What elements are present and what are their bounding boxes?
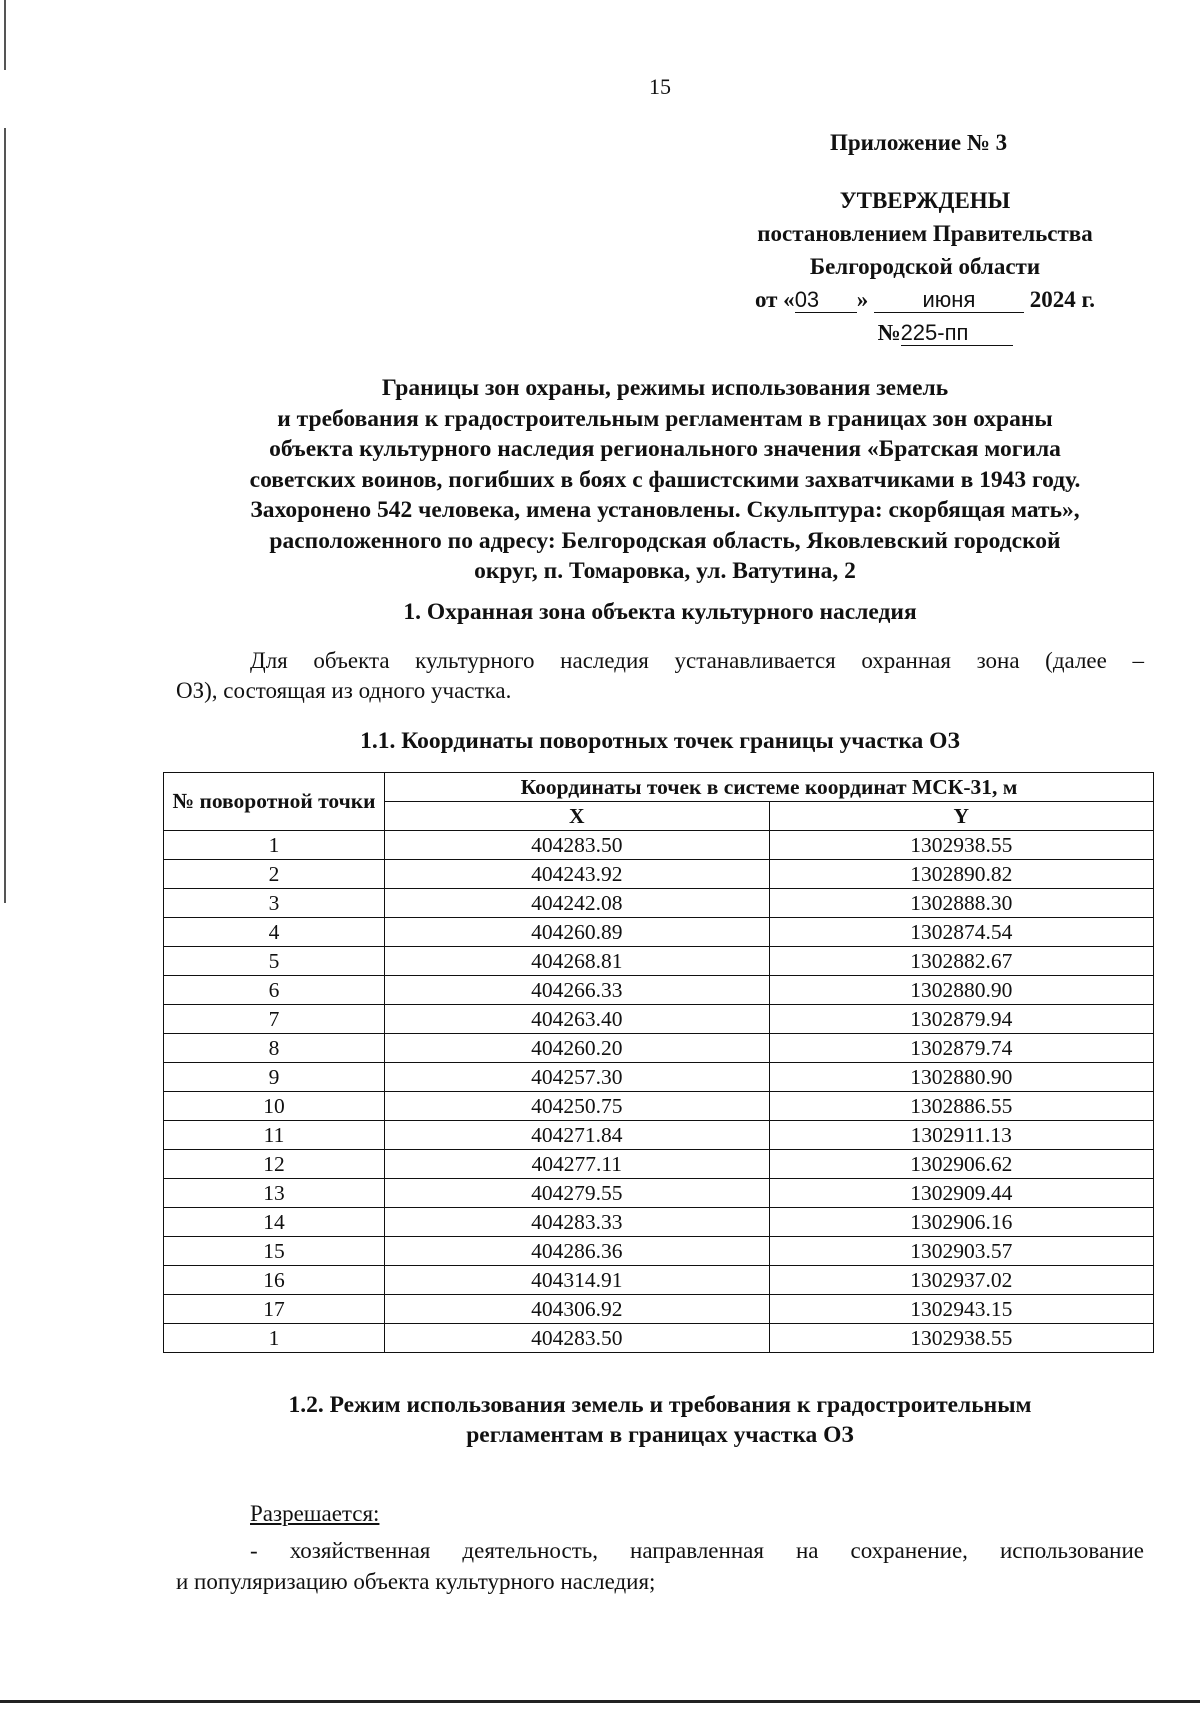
x-header: X	[385, 802, 770, 831]
x-coordinate-cell: 404271.84	[385, 1121, 770, 1150]
point-number-cell: 13	[164, 1179, 385, 1208]
table-row	[164, 1237, 1154, 1266]
table-row	[164, 1092, 1154, 1121]
x-coordinate-cell: 404242.08	[385, 889, 770, 918]
point-number-cell: 12	[164, 1150, 385, 1179]
x-coordinate-cell: 404314.91	[385, 1266, 770, 1295]
point-number-cell: 16	[164, 1266, 385, 1295]
point-number-cell: 15	[164, 1237, 385, 1266]
table-row	[164, 1208, 1154, 1237]
y-coordinate-cell: 1302880.90	[769, 976, 1154, 1005]
heading-line: 1.2. Режим использования земель и требования к градостроительным	[288, 1392, 1032, 1418]
point-number-cell: 3	[164, 889, 385, 918]
y-coordinate-cell: 1302911.13	[769, 1121, 1154, 1150]
date-separator: »	[856, 287, 869, 312]
x-coordinate-cell: 404283.50	[385, 831, 770, 860]
y-coordinate-cell: 1302909.44	[769, 1179, 1154, 1208]
point-number-cell: 14	[164, 1208, 385, 1237]
allowed-item-line: и популяризацию объекта культурного наследия;	[176, 1569, 656, 1594]
point-number-cell: 17	[164, 1295, 385, 1324]
table-row	[164, 947, 1154, 976]
allowed-item	[176, 1535, 1144, 1597]
point-number-cell: 4	[164, 918, 385, 947]
title-line: Захоронено 542 человека, имена установлены. Скульптура: скорбящая мать»,	[250, 497, 1080, 523]
coordinates-table-body	[164, 831, 1154, 1353]
y-coordinate-cell: 1302874.54	[769, 918, 1154, 947]
x-coordinate-cell: 404263.40	[385, 1005, 770, 1034]
page-number: 15	[649, 74, 671, 99]
point-number-cell: 10	[164, 1092, 385, 1121]
scan-bottom-line	[0, 1700, 1200, 1703]
table-row	[164, 1034, 1154, 1063]
approval-stamp-text	[700, 184, 1150, 349]
y-coordinate-cell: 1302880.90	[769, 1063, 1154, 1092]
date-year: 2024 г.	[1029, 287, 1096, 312]
x-coordinate-cell: 404286.36	[385, 1237, 770, 1266]
date-day: 03	[795, 288, 857, 313]
title-line: расположенного по адресу: Белгородская область, Яковлевский городской	[269, 527, 1061, 554]
x-coordinate-cell: 404243.92	[385, 860, 770, 889]
section-1-paragraph	[176, 646, 1144, 706]
table-row	[164, 889, 1154, 918]
date-month: июня	[874, 288, 1024, 313]
title-line: и требования к градостроительным регламентам в границах зон охраны	[277, 405, 1053, 432]
point-number-cell: 8	[164, 1034, 385, 1063]
scan-edge-line	[4, 0, 6, 70]
y-coordinate-cell: 1302890.82	[769, 860, 1154, 889]
x-coordinate-cell: 404277.11	[385, 1150, 770, 1179]
title-line: Границы зон охраны, режимы использования земель	[381, 375, 949, 401]
coordinates-header: Координаты точек в системе координат МСК-31, м	[385, 773, 1154, 802]
x-coordinate-cell: 404266.33	[385, 976, 770, 1005]
approved-heading: УТВЕРЖДЕНЫ	[839, 188, 1011, 213]
x-coordinate-cell: 404250.75	[385, 1092, 770, 1121]
point-number-cell: 9	[164, 1063, 385, 1092]
title-line: округ, п. Томаровка, ул. Ватутина, 2	[474, 558, 856, 584]
y-coordinate-cell: 1302888.30	[769, 889, 1154, 918]
section-1-1-heading: 1.1. Координаты поворотных точек границы участка ОЗ	[360, 728, 960, 754]
table-row	[164, 1150, 1154, 1179]
document-title	[170, 373, 1160, 587]
allowed-label: Разрешается:	[250, 1501, 380, 1526]
point-number-cell: 11	[164, 1121, 385, 1150]
x-coordinate-cell: 404283.50	[385, 1324, 770, 1353]
y-coordinate-cell: 1302903.57	[769, 1237, 1154, 1266]
approved-by-line-1: постановлением Правительства	[757, 221, 1093, 246]
number-prefix: №	[877, 320, 901, 345]
y-coordinate-cell: 1302886.55	[769, 1092, 1154, 1121]
y-coordinate-cell: 1302938.55	[769, 831, 1154, 860]
approval-number-line	[700, 316, 1150, 349]
point-number-cell: 2	[164, 860, 385, 889]
title-line: объекта культурного наследия регионального значения «Братская могила	[269, 436, 1061, 462]
x-coordinate-cell: 404268.81	[385, 947, 770, 976]
heading-line: регламентам в границах участка ОЗ	[466, 1422, 854, 1448]
x-coordinate-cell: 404257.30	[385, 1063, 770, 1092]
table-row	[164, 1266, 1154, 1295]
point-number-header: № поворотной точки	[164, 773, 385, 831]
approved-by-line-2: Белгородской области	[809, 254, 1041, 279]
y-coordinate-cell: 1302906.62	[769, 1150, 1154, 1179]
point-number-cell: 7	[164, 1005, 385, 1034]
appendix-label: Приложение № 3	[830, 130, 1008, 155]
paragraph-line: ОЗ), состоящая из одного участка.	[176, 678, 512, 703]
y-coordinate-cell: 1302938.55	[769, 1324, 1154, 1353]
table-row	[164, 976, 1154, 1005]
x-coordinate-cell: 404260.20	[385, 1034, 770, 1063]
section-1-2-heading	[160, 1390, 1160, 1450]
table-row	[164, 1324, 1154, 1353]
x-coordinate-cell: 404306.92	[385, 1295, 770, 1324]
table-row	[164, 918, 1154, 947]
x-coordinate-cell: 404279.55	[385, 1179, 770, 1208]
paragraph-line: Для объекта культурного наследия устанавливается охранная зона (далее –	[250, 648, 1144, 673]
allowed-item-line: - хозяйственная деятельность, направленная на сохранение, использование	[250, 1538, 1144, 1563]
point-number-cell: 5	[164, 947, 385, 976]
y-coordinate-cell: 1302879.94	[769, 1005, 1154, 1034]
y-header: Y	[769, 802, 1154, 831]
table-row	[164, 1063, 1154, 1092]
table-row	[164, 1005, 1154, 1034]
point-number-cell: 1	[164, 1324, 385, 1353]
point-number-cell: 1	[164, 831, 385, 860]
approval-date-line	[700, 283, 1150, 316]
y-coordinate-cell: 1302937.02	[769, 1266, 1154, 1295]
coordinates-table	[163, 772, 1154, 1353]
table-row	[164, 860, 1154, 889]
table-row	[164, 1179, 1154, 1208]
y-coordinate-cell: 1302906.16	[769, 1208, 1154, 1237]
y-coordinate-cell: 1302943.15	[769, 1295, 1154, 1324]
table-row	[164, 1121, 1154, 1150]
section-1-heading: 1. Охранная зона объекта культурного наследия	[403, 599, 917, 625]
scan-edge-line	[4, 128, 6, 903]
x-coordinate-cell: 404260.89	[385, 918, 770, 947]
y-coordinate-cell: 1302879.74	[769, 1034, 1154, 1063]
date-prefix: от «	[754, 287, 795, 312]
table-row	[164, 1295, 1154, 1324]
point-number-cell: 6	[164, 976, 385, 1005]
x-coordinate-cell: 404283.33	[385, 1208, 770, 1237]
decree-number: 225-пп	[901, 321, 1013, 346]
table-row	[164, 831, 1154, 860]
y-coordinate-cell: 1302882.67	[769, 947, 1154, 976]
title-line: советских воинов, погибших в боях с фашистскими захватчиками в 1943 году.	[249, 466, 1081, 493]
